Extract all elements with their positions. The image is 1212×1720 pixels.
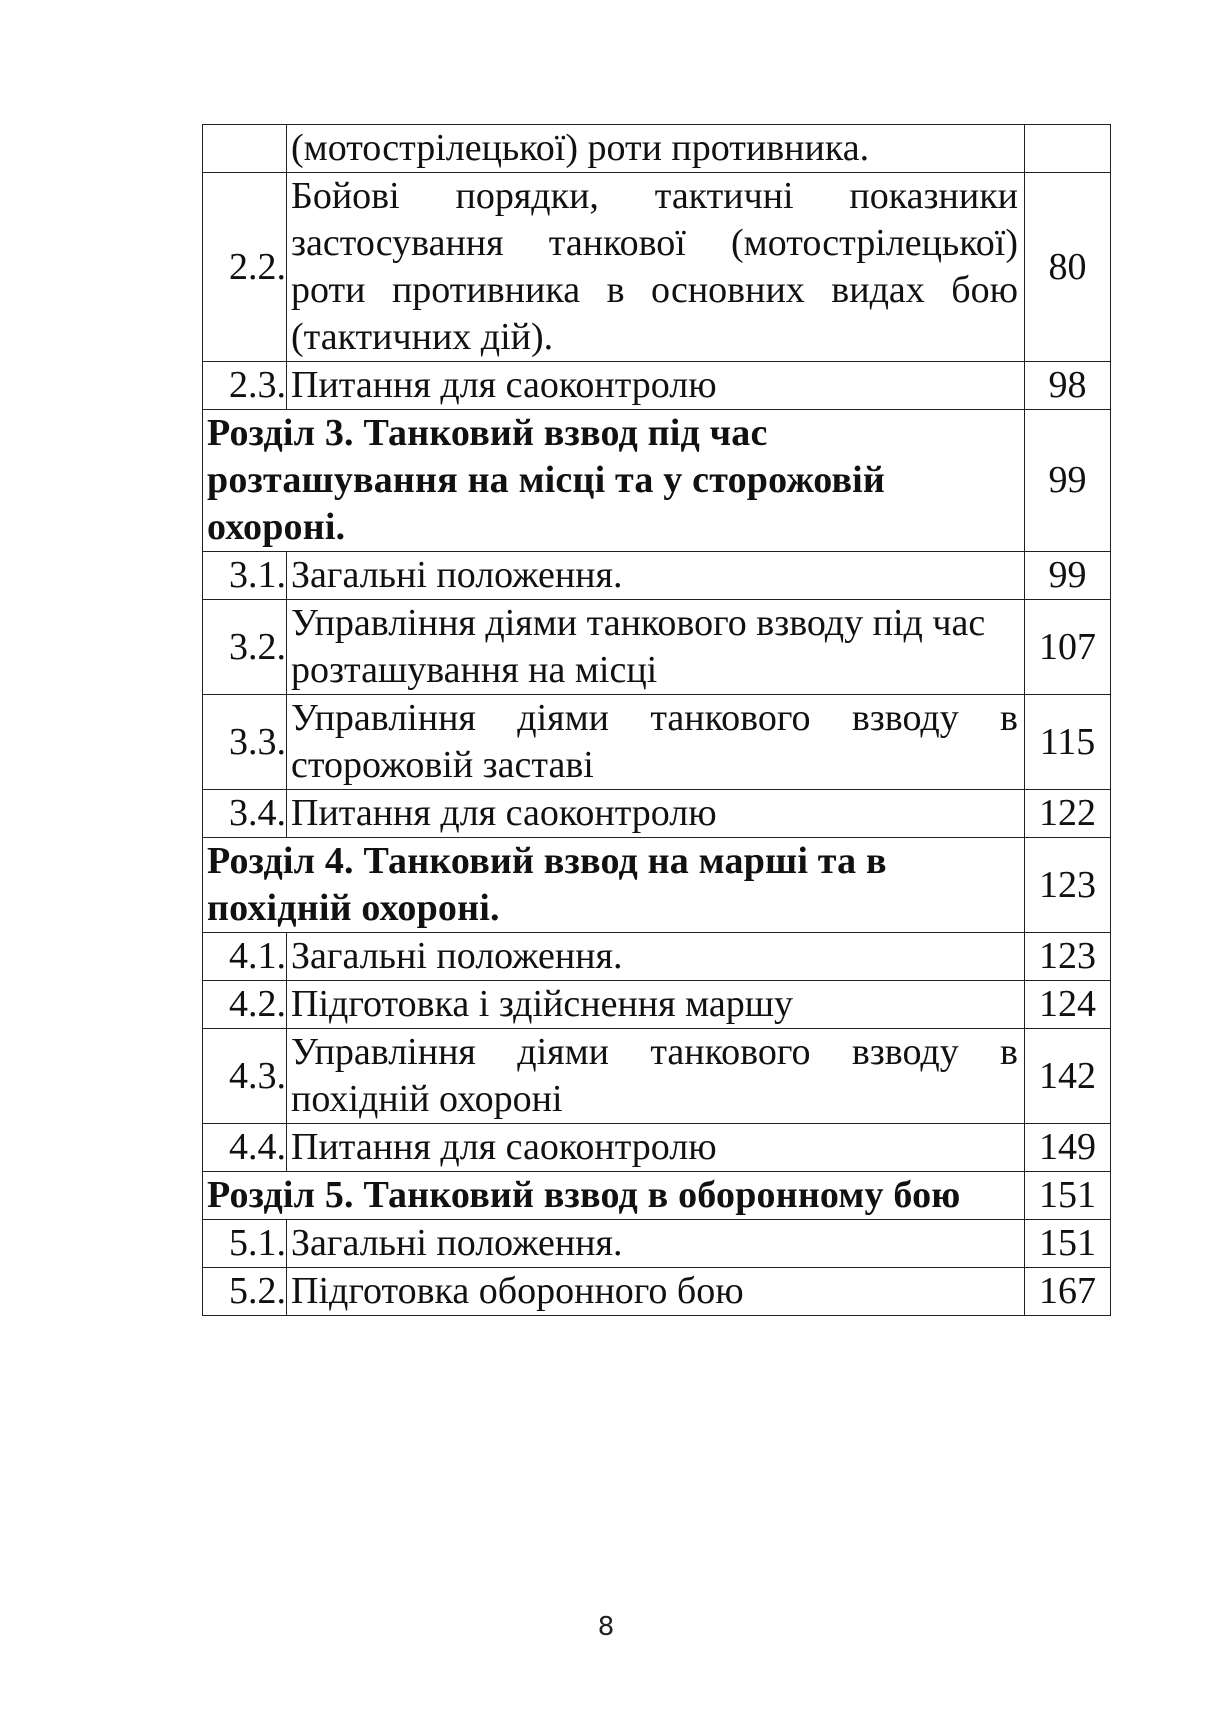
toc-entry-title: Питання для саоконтролю: [287, 362, 1025, 410]
toc-entry-title: Загальні положення.: [287, 933, 1025, 981]
toc-entry-title: Управління діями танкового взводу в похідній охороні: [287, 1029, 1025, 1124]
toc-entry-title: Бойові порядки, тактичні показники застосування танкової (мотострілецької) роти противника в основних видах бою (тактичних дій).: [287, 173, 1025, 362]
toc-row: [203, 981, 1111, 1029]
toc-row: [203, 1268, 1111, 1316]
toc-entry-title: Загальні положення.: [287, 1220, 1025, 1268]
toc-entry-number: 4.4.: [203, 1124, 287, 1172]
table-of-contents: [202, 124, 1111, 1316]
toc-section-title: Розділ 5. Танковий взвод в оборонному бою: [203, 1172, 1025, 1220]
toc-entry-number: 4.2.: [203, 981, 287, 1029]
toc-section-row: [203, 838, 1111, 933]
page-number: 8: [597, 1612, 615, 1642]
toc-section-page: 123: [1025, 838, 1111, 933]
toc-entry-number: 4.1.: [203, 933, 287, 981]
toc-entry-page: 122: [1025, 790, 1111, 838]
toc-row: [203, 125, 1111, 173]
toc-entry-page: 80: [1025, 173, 1111, 362]
toc-section-page: 99: [1025, 410, 1111, 552]
toc-entry-number: 3.3.: [203, 695, 287, 790]
toc-entry-title: Підготовка оборонного бою: [287, 1268, 1025, 1316]
toc-entry-title: Управління діями танкового взводу в сторожовій заставі: [287, 695, 1025, 790]
toc-entry-number: 5.2.: [203, 1268, 287, 1316]
toc-entry-number: 2.3.: [203, 362, 287, 410]
toc-row: [203, 933, 1111, 981]
toc-row: [203, 695, 1111, 790]
toc-section-title: Розділ 3. Танковий взвод під час розташування на місці та у сторожовій охороні.: [203, 410, 1025, 552]
toc-entry-number: 3.4.: [203, 790, 287, 838]
toc-entry-page: 149: [1025, 1124, 1111, 1172]
toc-section-title: Розділ 4. Танковий взвод на марші та в похідній охороні.: [203, 838, 1025, 933]
toc-entry-number: 2.2.: [203, 173, 287, 362]
toc-entry-page: 151: [1025, 1220, 1111, 1268]
toc-entry-page: 107: [1025, 600, 1111, 695]
toc-section-row: [203, 1172, 1111, 1220]
toc-entry-title: Питання для саоконтролю: [287, 1124, 1025, 1172]
toc-row: [203, 600, 1111, 695]
toc-entry-number: 3.2.: [203, 600, 287, 695]
toc-row: [203, 362, 1111, 410]
toc-row: [203, 1029, 1111, 1124]
toc-entry-number: [203, 125, 287, 173]
toc-entry-number: 3.1.: [203, 552, 287, 600]
toc-entry-title: (мотострілецької) роти противника.: [287, 125, 1025, 173]
toc-row: [203, 173, 1111, 362]
toc-entry-page: 99: [1025, 552, 1111, 600]
toc-row: [203, 790, 1111, 838]
toc-entry-title: Загальні положення.: [287, 552, 1025, 600]
toc-entry-page: 123: [1025, 933, 1111, 981]
toc-entry-page: [1025, 125, 1111, 173]
toc-entry-number: 4.3.: [203, 1029, 287, 1124]
toc-section-page: 151: [1025, 1172, 1111, 1220]
toc-entry-page: 98: [1025, 362, 1111, 410]
toc-entry-title: Питання для саоконтролю: [287, 790, 1025, 838]
toc-row: [203, 1124, 1111, 1172]
toc-entry-page: 124: [1025, 981, 1111, 1029]
toc-row: [203, 1220, 1111, 1268]
toc-row: [203, 552, 1111, 600]
toc-section-row: [203, 410, 1111, 552]
toc-entry-page: 115: [1025, 695, 1111, 790]
toc-entry-page: 142: [1025, 1029, 1111, 1124]
toc-entry-page: 167: [1025, 1268, 1111, 1316]
toc-entry-number: 5.1.: [203, 1220, 287, 1268]
toc-entry-title: Управління діями танкового взводу під час розташування на місці: [287, 600, 1025, 695]
toc-entry-title: Підготовка і здійснення маршу: [287, 981, 1025, 1029]
